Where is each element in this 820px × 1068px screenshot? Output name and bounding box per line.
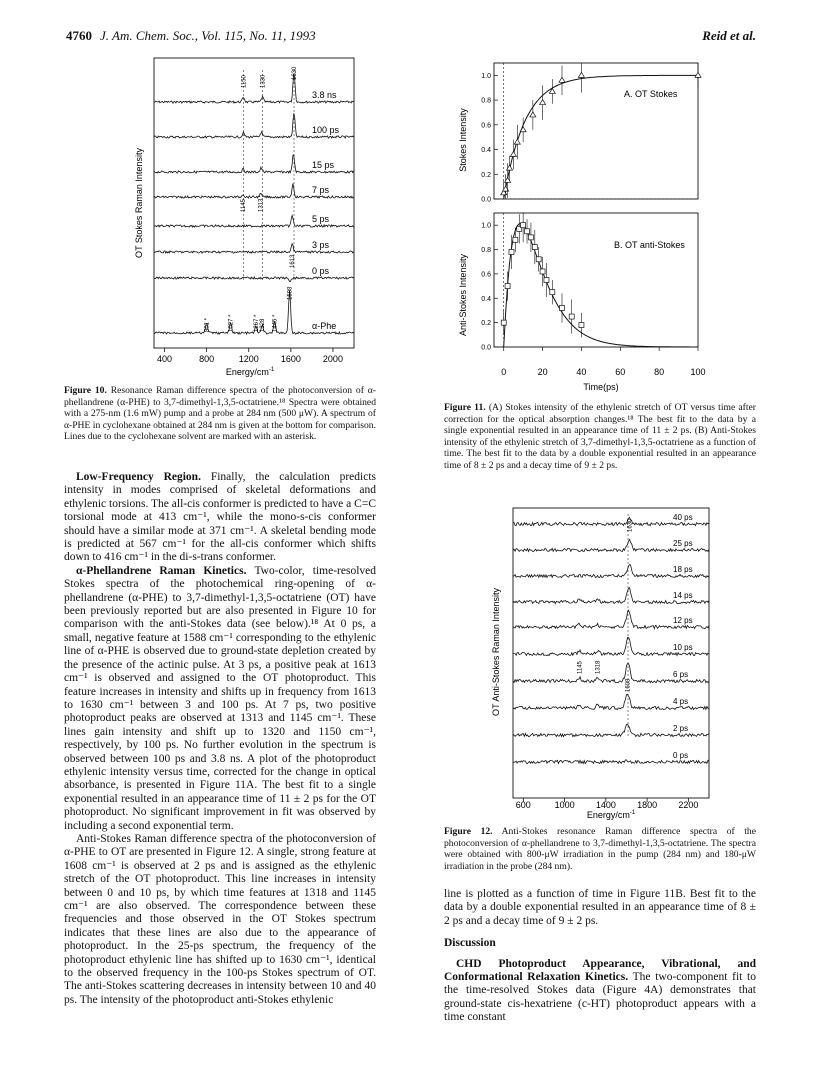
figure-12-peak-label: 1608: [625, 678, 632, 692]
figure-10-peak-label: 1445 *: [272, 314, 279, 332]
figure-10-trace-label: 100 ps: [312, 125, 340, 135]
figure-11-xtick-label: 40: [576, 367, 587, 377]
figure-11-panel-b: [481, 213, 705, 377]
figure-12-caption-label: Figure 12.: [444, 826, 493, 837]
figure-11-point: [530, 112, 536, 117]
figure-12-caption: [444, 826, 756, 872]
figure-11-ytick-label: 0.0: [481, 344, 491, 352]
figure-11-point: [540, 100, 546, 105]
figure-10-trace-label: 0 ps: [312, 266, 330, 276]
paragraph-continued: line is plotted as a function of time in Figure 11B. Best fit to the data by a double exponential resulted in an appearance time of 8 ± 2 ps and a decay time of 9 ± 2 ps.: [444, 888, 756, 927]
figure-12-xlabel: Energy/$cm^{-1}$: [586, 810, 636, 820]
figure-10-caption: [64, 385, 376, 443]
figure-11-point: [501, 320, 506, 325]
figure-11-point: [540, 269, 545, 274]
figure-12-traces: [513, 513, 709, 764]
figure-11-ytick-label: 0.6: [481, 122, 491, 130]
figure-11-ylabel-b: Anti-Stokes Intensity: [458, 253, 468, 337]
figure-11-point: [550, 290, 555, 295]
figure-12-trace-label: 2 ps: [673, 724, 689, 733]
figure-11-panel-a-label: A. OT Stokes: [624, 89, 678, 99]
figure-11-caption-text: (A) Stokes intensity of the ethylenic stretch of OT versus time after correction for the optical absorption changes.¹⁸ The best fit to the data by a single exponential resulted in an appearance time of 11 ± 2 ps. (B) Anti-Stokes intensity of the ethylenic stretch of 3,7-dimethyl-1,3,5-octatriene as a function of time. The best fit to the data by a double exponential resulted in an appearance time of 8 ± 2 ps and a decay time of 9 ± 2 ps.: [444, 402, 756, 471]
figure-11-ytick-label: 0.2: [481, 320, 491, 328]
figure-11: [448, 55, 730, 395]
figure-11-point: [510, 151, 516, 156]
figure-11-ytick-label: 0.2: [481, 171, 491, 179]
figure-10-peak-label: 1027 *: [228, 314, 235, 332]
figure-11-point: [525, 229, 530, 234]
left-column-text: [64, 471, 376, 1007]
figure-10-xtick-label: 800: [199, 354, 215, 364]
figure-11-point: [579, 323, 584, 328]
figure-10-peak-label: 1267 *: [253, 314, 260, 332]
figure-11-point: [544, 278, 549, 283]
figure-10-trace-label: 3.8 ns: [312, 90, 337, 100]
figure-11-ytick-label: 0.8: [481, 247, 491, 255]
figure-12-trace-label: 18 ps: [673, 565, 693, 574]
figure-11-ylabel-a: Stokes Intensity: [458, 108, 468, 172]
figure-12-peak-label: 1318: [595, 660, 602, 674]
figure-12-xtick-label: 1400: [595, 800, 616, 810]
runin-phellandrene-kinetics: α-Phellandrene Raman Kinetics.: [76, 564, 247, 577]
figure-11-point: [505, 284, 510, 289]
paragraph-chd-text: The two-component fit to the time-resolved Stokes data (Figure 4A) demonstrates that ground-state cis-hexatriene (c-HT) photoproduct appears with a time constant: [444, 971, 756, 1024]
figure-12-trace-label: 4 ps: [673, 697, 689, 706]
figure-12-caption-text: Anti-Stokes resonance Raman difference spectra of the photoconversion of α-phellandrene to 3,7-dimethyl-1,3,5-octatriene. The spectra were obtained with 800-μW irradiation in the pump (284 nm) and 180-μW irradiation in the probe (284 nm).: [444, 826, 756, 872]
figure-10-xtick-label: 1200: [238, 354, 259, 364]
figure-10-xtick-label: 2000: [322, 354, 343, 364]
figure-12-trace: [513, 760, 709, 764]
figure-10-xtick-label: 400: [157, 354, 173, 364]
figure-12-ylabel: OT Anti-Stokes Raman Intensity: [491, 588, 501, 716]
figure-10-traces: [154, 66, 354, 334]
figure-10-trace-label: 5 ps: [312, 214, 330, 224]
figure-10-xlabel: Energy/$cm^{-1}$: [225, 367, 275, 377]
figure-11-point: [578, 72, 584, 77]
figure-11-xlabel: Time(ps): [583, 382, 619, 392]
figure-11-point: [536, 257, 541, 262]
figure-10-peak-label: 1330: [260, 74, 267, 88]
figure-11-point: [559, 77, 565, 82]
figure-11-ytick-label: 0.6: [481, 271, 491, 279]
figure-10-trace-label: 7 ps: [312, 185, 330, 195]
figure-10-peak-label: 801 *: [204, 317, 211, 332]
paragraph-low-frequency: [64, 471, 376, 565]
paragraph-low-frequency-text: Finally, the calculation predicts intensity in modes comprised of skeletal deformations and ethylenic torsions. The all-cis conformer is predicted to have a C=C torsional mode at 413 cm⁻¹, while the mono-s-cis conformer should have a similar mode at 371 cm⁻¹. A skeletal bending mode is predicted at 567 cm⁻¹ for the all-cis conformer which shifts down to 416 cm⁻¹ in the di-s-trans conformer.: [64, 471, 377, 564]
figure-10-peak-label: 1588: [287, 286, 294, 300]
right-column-text: [444, 888, 756, 1025]
figure-10-xticks: [157, 348, 343, 364]
figure-12-xticks: [516, 798, 699, 810]
figure-12-xtick-label: 600: [515, 800, 531, 810]
header-authors: Reid et al.: [702, 28, 756, 43]
paragraph-chd-relaxation: [444, 958, 756, 1025]
figure-10-peak-label: 1630: [292, 66, 298, 80]
figure-11-point: [569, 314, 574, 319]
figure-10-peak-label: 1613: [290, 254, 297, 268]
figure-11-caption: [444, 402, 756, 472]
section-heading-discussion: Discussion: [444, 937, 496, 950]
figure-11-point: [695, 72, 701, 77]
paragraph-phellandrene-kinetics: [64, 565, 376, 833]
figure-11-panel-b-label: B. OT anti-Stokes: [614, 240, 685, 250]
runin-chd-relaxation: CHD Photoproduct Appearance, Vibrational, and Conformational Relaxation Kinetics.: [444, 957, 756, 984]
figure-11-ytick-label: 0.4: [481, 147, 491, 155]
figure-10: [110, 50, 372, 378]
figure-10-peak-label: 1150: [241, 75, 248, 88]
figure-12-xtick-label: 1000: [554, 800, 575, 810]
figure-10-caption-text: Resonance Raman difference spectra of the photoconversion of α-phellandrene (α-PHE) to 3,7-dimethyl-1,3,5-octatriene.¹⁸ Spectra were obtained with a 275-nm (1.6 mW) pump and a probe at 284 nm (500 μW). A spectrum of α-PHE in cyclohexane obtained at 284 nm is given at the bottom for comparison. Lines due to the cyclohexane solvent are marked with an asterisk.: [64, 385, 376, 443]
figure-12-trace-label: 12 ps: [673, 616, 693, 625]
figure-11-ytick-label: 1.0: [481, 72, 491, 80]
figure-11-xtick-label: 20: [537, 367, 548, 377]
figure-11-panel-a: [481, 63, 701, 204]
figure-11-point: [532, 245, 537, 250]
figure-12-trace-label: 10 ps: [673, 643, 693, 652]
figure-11-point: [514, 139, 520, 144]
figure-11-caption-label: Figure 11.: [444, 402, 486, 413]
figure-10-trace: [154, 277, 354, 282]
header-left: [66, 28, 316, 44]
figure-12-trace-label: 25 ps: [673, 539, 693, 548]
paragraph-anti-stokes: Anti-Stokes Raman difference spectra of the photoconversion of α-PHE to OT are presented in Figure 12. A single, strong feature at 1608 cm⁻¹ is observed at 2 ps and is assigned as the ethylenic stretch of the OT photoproduct. This line increases in intensity between 0 and 10 ps, by which time features at 1318 and 1145 cm⁻¹ are also observed. The correspondence between these frequencies and those observed in the OT Stokes spectrum indicates that these lines are also due to the appearance of photoproduct. In the 25-ps spectrum, the frequency of the photoproduct ethylenic line has shifted up to 1630 cm⁻¹, identical to the observed frequency in the 100-ps Stokes spectrum of OT. The anti-Stokes scattering decreases in intensity between 10 and 40 ps. The intensity of the photoproduct anti-Stokes ethylenic: [64, 832, 376, 1006]
figure-11-point: [509, 249, 514, 254]
figure-11-ytick-label: 1.0: [481, 222, 491, 230]
figure-12-xtick-label: 2200: [678, 800, 699, 810]
figure-11-xtick-label: 100: [690, 367, 706, 377]
figure-10-ylabel: OT Stokes Raman Intensity: [134, 148, 144, 258]
journal-citation: J. Am. Chem. Soc., Vol. 115, No. 11, 1993: [100, 28, 316, 43]
figure-11-point: [513, 237, 518, 242]
figure-12-peak-label: 1145: [577, 661, 584, 674]
runin-low-frequency: Low-Frequency Region.: [76, 471, 201, 483]
figure-10-xtick-label: 1600: [280, 354, 301, 364]
figure-12: [485, 502, 725, 820]
figure-12-trace-label: 6 ps: [673, 670, 689, 679]
running-header: [66, 28, 756, 46]
figure-11-ytick-label: 0.8: [481, 97, 491, 105]
figure-11-xtick-label: 0: [501, 367, 507, 377]
figure-11-xtick-label: 60: [615, 367, 626, 377]
figure-11-point: [521, 223, 526, 228]
figure-12-trace-label: 14 ps: [673, 591, 693, 600]
figure-12-xtick-label: 1800: [637, 800, 658, 810]
figure-10-trace-label: α-Phe: [312, 321, 337, 331]
page-number: 4760: [66, 28, 92, 43]
figure-12-trace-label: 40 ps: [673, 513, 693, 522]
paragraph-phellandrene-text: Two-color, time-resolved Stokes spectra of the photochemical ring-opening of α-phellandrene (α-PHE) to 3,7-dimethyl-1,3,5-octatriene (OT) have been previously reported but are also presented in Figure 10 for comparison with the anti-Stokes data (see below).¹⁸ At 0 ps, a small, negative feature at 1588 cm⁻¹ corresponding to the ethylenic line of α-PHE is observed due to ground-state depletion created by the presence of the actinic pulse. At 3 ps, a positive peak at 1613 cm⁻¹ is observed and assigned to the OT photoproduct. This feature increases in intensity and shifts up in frequency from 1613 to 1630 cm⁻¹ between 3 and 100 ps. At 7 ps, two positive photoproduct peaks are observed at 1313 and 1145 cm⁻¹. These lines gain intensity and shift up to 1320 and 1150 cm⁻¹, respectively, by 100 ps. No further evolution in the spectrum is observed between 100 ps and 3.8 ns. A plot of the photoproduct ethylenic intensity versus time, corrected for the change in optical absorbance, is presented in Figure 11A. The best fit to a single exponential resulted in an appearance time of 11 ± 2 ps for the OT photoproduct. No significant improvement in fit was observed by including a second exponential term.: [64, 564, 376, 832]
figure-11-xtick-label: 80: [654, 367, 665, 377]
figure-10-trace-label: 3 ps: [312, 240, 330, 250]
figure-10-peak-label: 1313: [258, 198, 265, 212]
figure-10-peak-label: 1145: [240, 199, 247, 212]
figure-11-ytick-label: 0.4: [481, 295, 491, 303]
figure-11-point: [528, 235, 533, 240]
figure-12-trace-label: 0 ps: [673, 751, 689, 760]
figure-10-caption-label: Figure 10.: [64, 385, 107, 396]
figure-11-point: [560, 306, 565, 311]
figure-10-trace-label: 15 ps: [312, 160, 335, 170]
figure-11-ytick-label: 0.0: [481, 196, 491, 204]
figure-12-peak-label: 1630: [627, 518, 634, 532]
figure-10-peak-label: 1328: [260, 318, 267, 332]
